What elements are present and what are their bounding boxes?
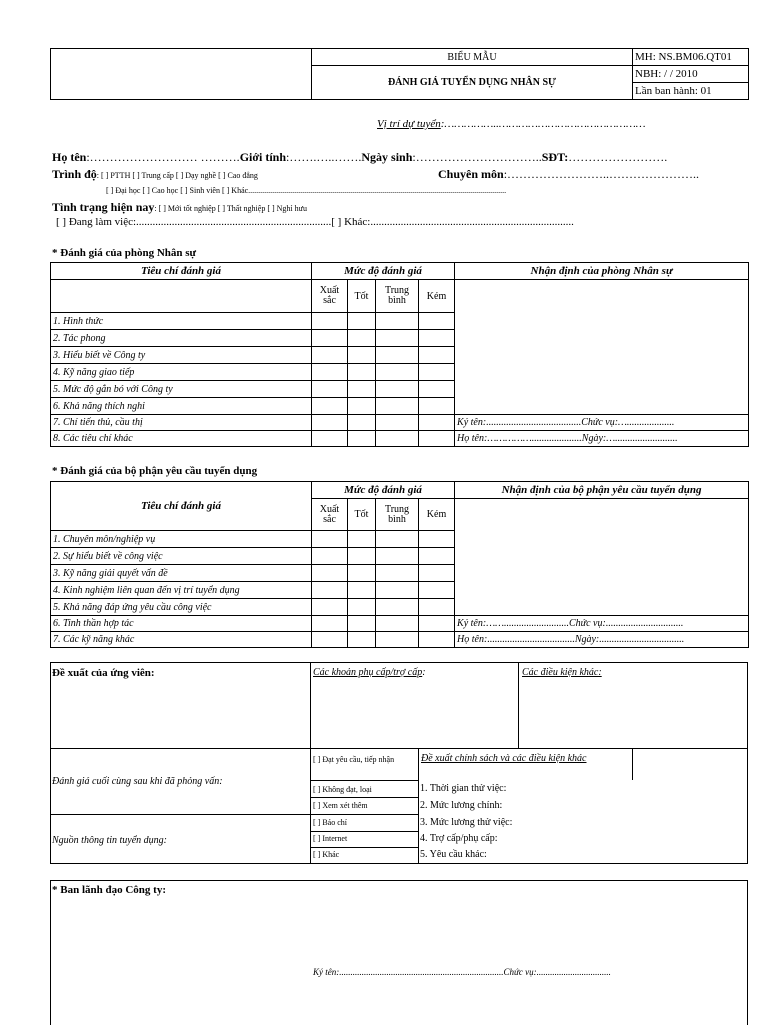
rating-cell[interactable]	[312, 531, 348, 548]
dept-level-good: Tốt	[348, 499, 376, 531]
rating-cell[interactable]	[376, 599, 419, 616]
rating-cell[interactable]	[348, 381, 376, 398]
rating-cell[interactable]	[376, 398, 419, 415]
rating-cell[interactable]	[312, 431, 348, 447]
major-label: Chuyên môn	[438, 167, 504, 181]
option-accept[interactable]: [ ] Đạt yêu cầu, tiếp nhận	[313, 755, 395, 764]
hr-criterion: 4. Kỹ năng giao tiếp	[51, 364, 312, 381]
final-eval-label: Đánh giá cuối cùng sau khi đã phỏng vấn:	[52, 776, 223, 787]
rating-cell[interactable]	[376, 632, 419, 648]
education-options[interactable]: : [ ] PTTH [ ] Trung cấp [ ] Dạy nghề [ ] Cao đẳng	[96, 171, 258, 180]
policy-item-salary[interactable]: 2. Mức lương chính:	[420, 800, 503, 811]
dept-col-level: Mức độ đánh giá	[312, 482, 455, 499]
hr-sign-line[interactable]: Ký tên:......................................Chức vụ:…...................	[455, 415, 749, 431]
other-conditions-label: Các điều kiện khác:	[522, 667, 602, 678]
hr-col-opinion: Nhận định của phòng Nhân sự	[455, 263, 749, 280]
source-internet[interactable]: [ ] Internet	[313, 834, 348, 843]
dept-sign-line[interactable]: Ký tên:……..........................Chức vụ:...............................	[455, 616, 749, 632]
hr-heading: * Đánh giá của phòng Nhân sự	[52, 247, 197, 259]
dept-name-line[interactable]: Họ tên:...................................Ngày:..................................	[455, 632, 749, 648]
form-label: BIỂU MẪU	[312, 49, 633, 66]
dob-field[interactable]: :…………………………..	[412, 150, 542, 164]
status-options[interactable]: : [ ] Mới tốt nghiệp [ ] Thất nghiệp [ ] Nghỉ hưu	[154, 204, 307, 213]
rating-cell[interactable]	[348, 548, 376, 565]
position-label: Vị trí dự tuyển	[377, 118, 441, 130]
major-line	[438, 167, 699, 182]
leadership-heading: * Ban lãnh đạo Công ty:	[52, 884, 167, 896]
hr-name-line[interactable]: Họ tên:……………....................Ngày:….........................	[455, 431, 749, 447]
hr-col-criteria: Tiêu chí đánh giá	[51, 263, 312, 280]
position-line	[377, 118, 646, 130]
rating-cell[interactable]	[419, 347, 455, 364]
allowance-line	[313, 667, 426, 678]
rating-cell[interactable]	[419, 582, 455, 599]
rating-cell[interactable]	[419, 548, 455, 565]
dept-eval-table	[50, 481, 749, 648]
dept-criterion: 6. Tinh thần hợp tác	[51, 616, 312, 632]
rating-cell[interactable]	[376, 330, 419, 347]
rating-cell[interactable]	[348, 599, 376, 616]
gender-field[interactable]: :…….…..…….	[286, 150, 362, 164]
allowance-label: Các khoản phụ cấp/trợ cấp	[313, 667, 423, 678]
dept-criterion: 5. Khả năng đáp ứng yêu cầu công việc	[51, 599, 312, 616]
hr-eval-table	[50, 262, 749, 447]
rating-cell[interactable]	[348, 330, 376, 347]
dept-level-average: Trung bình	[376, 499, 419, 531]
major-field[interactable]: :……………………..…………………..	[503, 167, 700, 181]
rating-cell[interactable]	[312, 599, 348, 616]
source-other[interactable]: [ ] Khác	[313, 850, 340, 859]
rating-cell[interactable]	[348, 616, 376, 632]
phone-label: SĐT:	[541, 150, 569, 164]
phone-field[interactable]: …………………….	[568, 150, 668, 164]
hr-criterion: 7. Chí tiến thủ, cầu thị	[51, 415, 312, 431]
dept-heading: * Đánh giá của bộ phận yêu cầu tuyển dụng	[52, 465, 258, 477]
rating-cell[interactable]	[376, 531, 419, 548]
dept-level-excellent: Xuất sắc	[312, 499, 348, 531]
rating-cell[interactable]	[376, 415, 419, 431]
personal-line-1	[52, 150, 667, 165]
rating-cell[interactable]	[419, 313, 455, 330]
rating-cell[interactable]	[419, 431, 455, 447]
rating-cell[interactable]	[348, 582, 376, 599]
rating-cell[interactable]	[376, 364, 419, 381]
rating-cell[interactable]	[312, 347, 348, 364]
hr-criterion: 8. Các tiêu chí khác	[51, 431, 312, 447]
rating-cell[interactable]	[419, 415, 455, 431]
rating-cell[interactable]	[348, 398, 376, 415]
rating-cell[interactable]	[419, 330, 455, 347]
dept-criterion: 4. Kinh nghiệm liên quan đến vị trí tuyển dụng	[51, 582, 312, 599]
education-options-2[interactable]: [ ] Đại học [ ] Cao học [ ] Sinh viên [ ] Khác.................................................................................................................................	[106, 186, 507, 195]
status-line	[52, 200, 307, 215]
rating-cell[interactable]	[312, 582, 348, 599]
form-code: MH: NS.BM06.QT01	[633, 49, 749, 66]
dob-label: Ngày sinh	[361, 150, 413, 164]
rating-cell[interactable]	[419, 398, 455, 415]
policy-item-probation-salary[interactable]: 3. Mức lương thử việc:	[420, 817, 513, 828]
rating-cell[interactable]	[419, 599, 455, 616]
rating-cell[interactable]	[376, 431, 419, 447]
hr-col-level: Mức độ đánh giá	[312, 263, 455, 280]
hr-level-good: Tốt	[348, 280, 376, 313]
rating-cell[interactable]	[419, 632, 455, 648]
rating-cell[interactable]	[348, 431, 376, 447]
allowance-colon: :	[422, 667, 426, 678]
rating-cell[interactable]	[348, 632, 376, 648]
hr-level-average: Trung bình	[376, 280, 419, 313]
rating-cell[interactable]	[312, 548, 348, 565]
position-dots[interactable]: :……………..………………………………………	[440, 118, 646, 130]
status-line-2[interactable]: [ ] Đang làm việc:.......................................................................[ ] Khác:..........................................................................	[56, 216, 574, 228]
dept-criterion: 1. Chuyên môn/nghiệp vụ	[51, 531, 312, 548]
hr-criterion: 1. Hình thức	[51, 313, 312, 330]
gender-label: Giới tính	[239, 150, 287, 164]
rating-cell[interactable]	[312, 330, 348, 347]
education-label: Trình độ	[52, 167, 97, 181]
issue-number: Lần ban hành: 01	[633, 83, 749, 100]
name-label: Họ tên	[52, 150, 87, 164]
rating-cell[interactable]	[419, 531, 455, 548]
rating-cell[interactable]	[312, 381, 348, 398]
status-label: Tình trạng hiện nay	[52, 200, 155, 214]
policy-label: Đề xuất chính sách và các điều kiện khác	[421, 753, 587, 764]
rating-cell[interactable]	[348, 415, 376, 431]
dept-col-opinion: Nhận định của bộ phận yêu cầu tuyển dụng	[455, 482, 749, 499]
rating-cell[interactable]	[312, 398, 348, 415]
dept-criterion: 2. Sự hiểu biết về công việc	[51, 548, 312, 565]
rating-cell[interactable]	[376, 565, 419, 582]
rating-cell[interactable]	[312, 616, 348, 632]
header-logo-cell	[51, 49, 312, 100]
rating-cell[interactable]	[348, 347, 376, 364]
issue-date: NBH: / / 2010	[633, 66, 749, 83]
hr-level-excellent: Xuất sắc	[312, 280, 348, 313]
rating-cell[interactable]	[376, 381, 419, 398]
policy-item-allowance[interactable]: 4. Trợ cấp/phụ cấp:	[420, 833, 498, 844]
rating-cell[interactable]	[312, 632, 348, 648]
rating-cell[interactable]	[419, 381, 455, 398]
name-field[interactable]: :……………………… ……….	[86, 150, 240, 164]
rating-cell[interactable]	[376, 313, 419, 330]
leadership-box[interactable]	[50, 880, 748, 1025]
rating-cell[interactable]	[312, 313, 348, 330]
hr-opinion-box[interactable]	[455, 280, 749, 415]
hr-criterion: 3. Hiểu biết về Công ty	[51, 347, 312, 364]
option-review[interactable]: [ ] Xem xét thêm	[313, 801, 368, 810]
dept-opinion-box[interactable]	[455, 499, 749, 616]
hr-criterion: 6. Khả năng thích nghi	[51, 398, 312, 415]
rating-cell[interactable]	[419, 565, 455, 582]
hr-criterion: 2. Tác phong	[51, 330, 312, 347]
hr-level-poor: Kém	[419, 280, 455, 313]
leadership-sign-line[interactable]: Ký tên:.........................................................................Chức vụ:.................................	[313, 967, 611, 977]
education-line	[52, 167, 258, 182]
source-label: Nguồn thông tin tuyển dụng:	[52, 835, 167, 846]
source-newspaper[interactable]: [ ] Báo chí	[313, 818, 347, 827]
rating-cell[interactable]	[312, 565, 348, 582]
policy-item-probation[interactable]: 1. Thời gian thử việc:	[420, 783, 507, 794]
rating-cell[interactable]	[419, 364, 455, 381]
option-reject[interactable]: [ ] Không đạt, loại	[313, 785, 372, 794]
header-table	[50, 48, 749, 100]
rating-cell[interactable]	[312, 415, 348, 431]
rating-cell[interactable]	[348, 531, 376, 548]
dept-col-criteria: Tiêu chí đánh giá	[51, 482, 312, 531]
rating-cell[interactable]	[348, 565, 376, 582]
rating-cell[interactable]	[348, 313, 376, 330]
dept-criterion: 3. Kỹ năng giải quyết vấn đề	[51, 565, 312, 582]
rating-cell[interactable]	[376, 347, 419, 364]
dept-level-poor: Kém	[419, 499, 455, 531]
rating-cell[interactable]	[348, 364, 376, 381]
form-title: ĐÁNH GIÁ TUYỂN DỤNG NHÂN SỰ	[312, 66, 633, 100]
rating-cell[interactable]	[376, 548, 419, 565]
dept-criterion: 7. Các kỹ năng khác	[51, 632, 312, 648]
rating-cell[interactable]	[312, 364, 348, 381]
candidate-proposal-label: Đề xuất của ứng viên:	[52, 667, 155, 679]
rating-cell[interactable]	[376, 616, 419, 632]
rating-cell[interactable]	[419, 616, 455, 632]
hr-criterion: 5. Mức độ gắn bó với Công ty	[51, 381, 312, 398]
rating-cell[interactable]	[376, 582, 419, 599]
policy-item-other[interactable]: 5. Yêu cầu khác:	[420, 849, 487, 860]
